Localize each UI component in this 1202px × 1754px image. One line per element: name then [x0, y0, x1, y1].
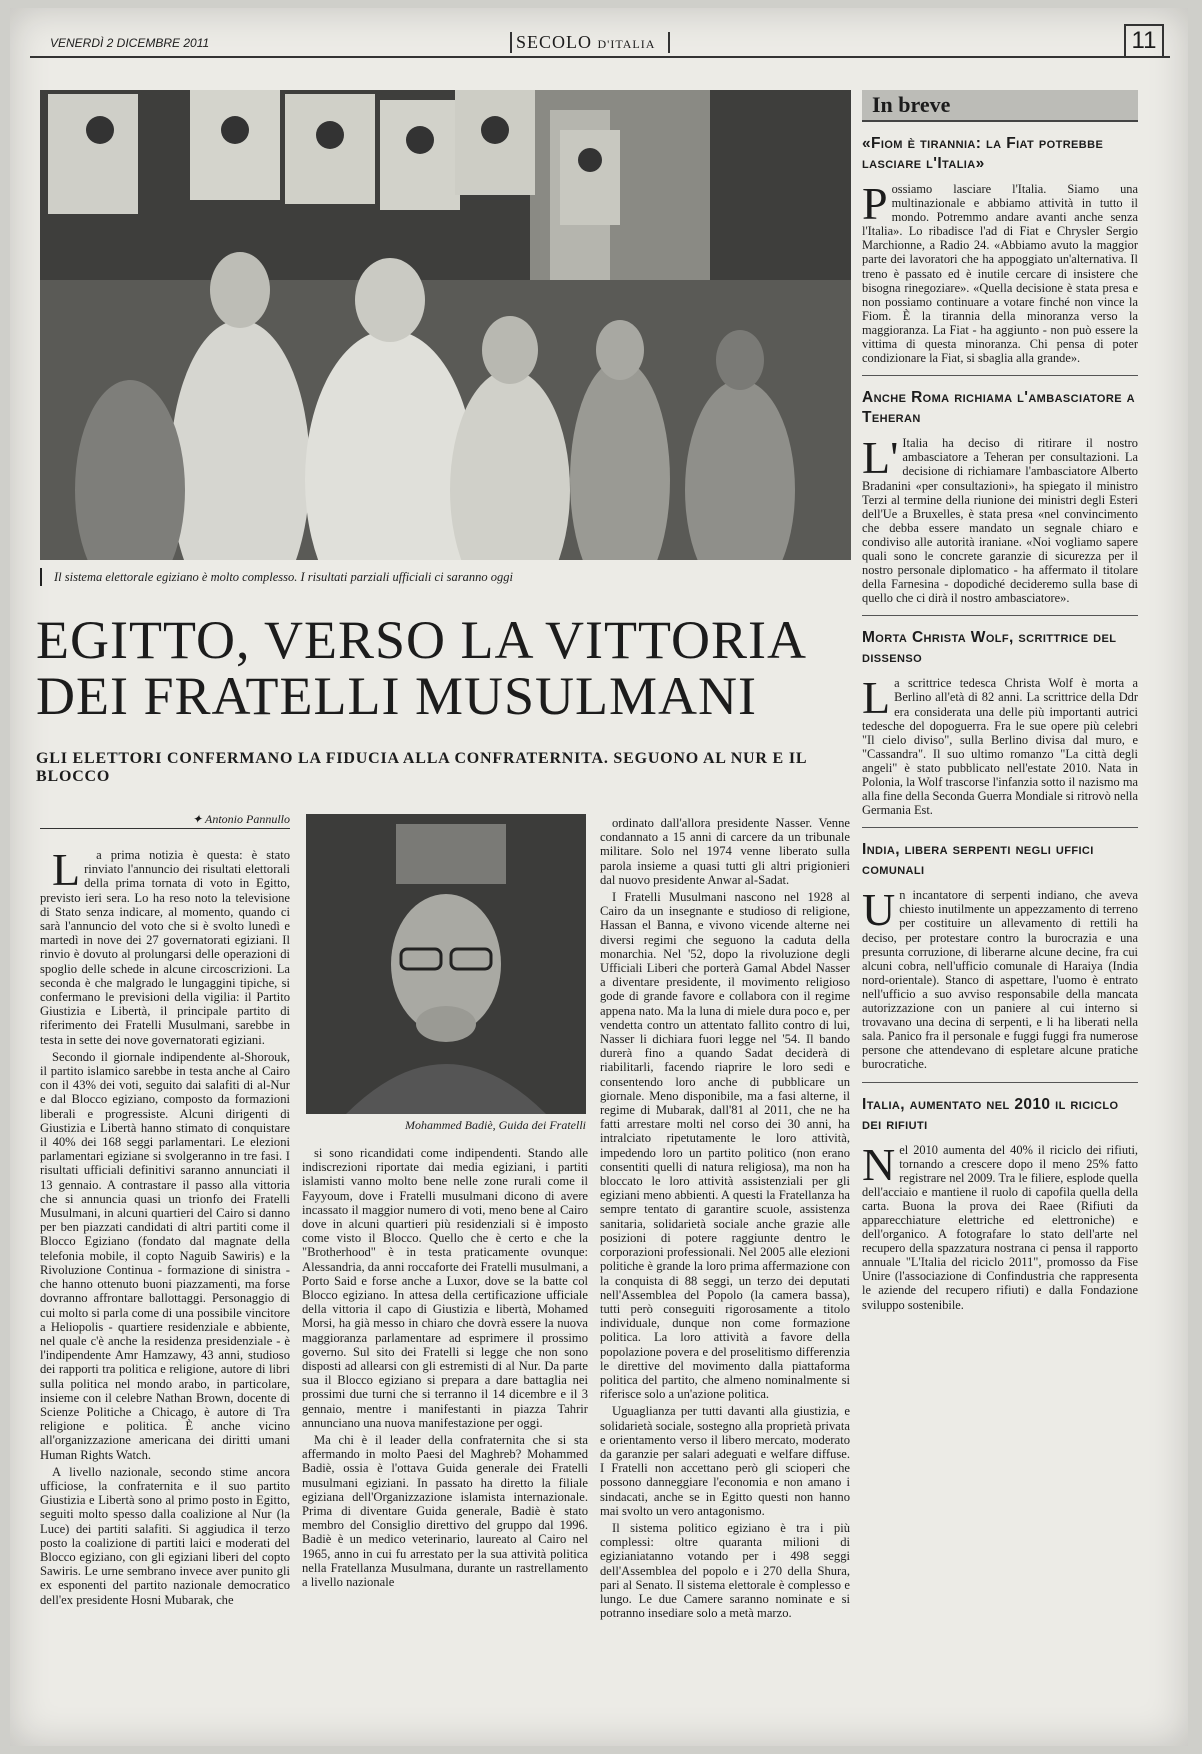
- headline-line-2: DEI FRATELLI MUSULMANI: [36, 666, 757, 726]
- section-title: In breve: [862, 90, 1138, 122]
- brief-body: L'Italia ha deciso di ritirare il nostro ambasciatore a Teheran per consultazioni. La decisione di richiamare l'ambasciatore Alberto Bradanini «per consultazioni», ha spiegato il ministro Terzi al termine della riunione dei ministri degli Esteri dell'Ue a Bruxelles, è stata presa «nel convincimento che debba essere mandato un segnale chiaro e condiviso alle autorità iraniane. «Noi vogliamo sapere quali sono le concrete garanzie di sicurezza per il nostro personale diplomatico - ha affermato il titolare della Farnesina - dopodiché decideremo sulla base di quello che ci dirà il nostro ambasciatore».: [862, 432, 1138, 606]
- article-paragraph: Secondo il giornale indipendente al-Shorouk, il partito islamico sarebbe in testa anche al Cairo con il 43% dei voti, seguito dai salafiti di al-Nur e dal Blocco egiziano, composto da formazioni liberali e progressiste. Alcuni dirigenti di Giustizia e Libertà hanno stimato di conquistare il 40% dei 168 seggi parlamentari. Le elezioni parlamentari egiziane si svolgeranno in tre fasi. I risultati ufficiali definitivi saranno annunciati il 13 gennaio. A contrastare il passo alla vittoria che si annuncia quasi un trionfo dei Fratelli Musulmani, in alcuni quartieri del Cairo si danno per ben piazzati candidati di altri partiti come il Blocco Egiziano (fondato dal magnate della telefonia mobile, il copto Naguib Sawiris) e la Rivoluzione Continua - formazione di sinistra - che hanno ottenuto buoni piazzamenti, ma forse dovranno affrontare ballottaggi. Personaggio di cui molto si parla come di una possibile vincitore a Heliopolis - quartiere residenziale e abbiente, nel quale c'è anche la residenza presidenziale - è l'indipendente Amr Hamzawy, 43 anni, studioso dei rapporti tra politica e religione, autore di libri sulla politica nel mondo arabo, in particolare, insieme con il celebre Nathan Brown, docente di Scienze Politiche a Chicago, è autore di Tra religione e politica. È anche vicino all'organizzazione americana dei diritti umani Human Rights Watch.: [40, 1049, 290, 1462]
- masthead: [30, 22, 1170, 58]
- photo-caption: Il sistema elettorale egiziano è molto complesso. I risultati parziali ufficiali ci saranno oggi: [40, 568, 865, 586]
- brief-title: Anche Roma richiama l'ambasciatore a Teheran: [862, 389, 1136, 427]
- brief-title: Morta Christa Wolf, scrittrice del dissenso: [862, 629, 1117, 667]
- brief-body: La scrittrice tedesca Christa Wolf è morta a Berlino all'età di 82 anni. La scrittrice della Ddr era considerata una delle più importanti autrici tedesche del dopoguerra. Fra le sue opere più celebri "Il cielo diviso", sulla Berlino divisa dal muro, e "Cassandra". Il suo ultimo romanzo "La città degli angeli" è stato pubblicato nell'estate 2010. Nata in Polonia, la Wolf trascorse l'infanzia sotto il nazismo ma alla fine della Seconda Guerra Mondiale si ritrovò nella Germania Est.: [862, 672, 1138, 818]
- portrait-caption: Mohammed Badiè, Guida dei Fratelli: [405, 1118, 586, 1132]
- byline-author: Antonio Pannullo: [205, 812, 290, 826]
- article-column-3: [600, 816, 850, 1738]
- brief-item: [862, 840, 1138, 1071]
- paper-name: [510, 32, 670, 53]
- article-paragraph: La prima notizia è questa: è stato rinviato l'annuncio dei risultati elettorali della prima tornata di voto in Egitto, previsto ieri sera. Lo ha reso noto la televisione di Stato senza indicare, al momento, quando ci sarà l'annuncio del voto che si è svolto lunedì e martedì in nove dei 27 governatorati egiziani. Il rinvio è dovuto al prolungarsi delle operazioni di spoglio delle schede in alcune circoscrizioni. La seconda è che malgrado le lungaggini tipiche, si confermano le previsioni della vigilia: il Partito Giustizia e Libertà, il principale partito di riferimento dei Fratelli Musulmani, sarebbe in testa in sette dei nove governatorati egiziani.: [40, 848, 290, 1047]
- news-in-brief-sidebar: [862, 90, 1138, 1740]
- election-photo: [40, 90, 851, 560]
- badie-portrait: [306, 814, 586, 1114]
- divider: [862, 375, 1138, 376]
- paper-name-main: SECOLO: [516, 32, 593, 52]
- article-paragraph: ordinato dall'allora presidente Nasser. Venne condannato a 15 anni di carcere da un tribunale militare. Solo nel 1974 venne liberato sulla parola insieme a quasi tutti gli altri prigionieri dal nuovo presidente Anwar al-Sadat.: [600, 816, 850, 887]
- headline-line-1: EGITTO, VERSO LA VITTORIA: [36, 610, 808, 670]
- article-column-2: [302, 1146, 588, 1736]
- subheadline: GLI ELETTORI CONFERMANO LA FIDUCIA ALLA CONFRATERNITA. SEGUONO AL NUR E IL BLOCCO: [36, 750, 807, 785]
- brief-body: Possiamo lasciare l'Italia. Siamo una multinazionale e abbiamo attività in tutto il mondo. Potremmo andare avanti anche senza l'Italia». Lo ribadisce l'ad di Fiat e Chrysler Sergio Marchionne, a Radio 24. «Abbiamo avuto la maggior parte dei lavoratori che ha appoggiato un'alternativa. Il treno è passato ed è inutile cercare di insistere che bisogna rinegoziare». «Quella decisione è stata presa e non possiamo continuare a votare finché non vince la Fiom. È la tirannia della minoranza verso la maggioranza. La Fiat - ha aggiunto - non può essere la vittima di questa minoranza. Chi pensa di poter condizionare la Fiat, si sbaglia alla grande».: [862, 178, 1138, 366]
- newspaper-page: [10, 8, 1188, 1746]
- brief-title: Italia, aumentato nel 2010 il riciclo dei rifiuti: [862, 1095, 1119, 1133]
- article-column-1: [40, 848, 290, 1738]
- brief-item: [862, 388, 1138, 605]
- election-photo-illustration: [40, 90, 851, 560]
- badie-portrait-illustration: [306, 814, 586, 1114]
- article-paragraph: Uguaglianza per tutti davanti alla giustizia, e solidarietà sociale, sostegno alla proprietà privata e orientamento verso il libero mercato, moderato da garanzie per salari adeguati e welfare diffuse. I Fratelli non accettano però gli scioperi che possono danneggiare l'economia e non amano i sindacati, anche se in Egitto questi non hanno mai svolto un vero antagonismo.: [600, 1404, 850, 1518]
- article-paragraph: I Fratelli Musulmani nascono nel 1928 al Cairo da un insegnante e studioso di religione, Hassan el Banna, e vivono vicende alterne nei diversi regimi che seguono la caduta della monarchia. Nel '52, dopo la rivoluzione degli Ufficiali Liberi che porterà Gamal Abdel Nasser a diventare presidente, il movimento religioso gode di grande favore e collabora con il regime appena nato. Ma la luna di miele dura poco e, per vendetta contro un attentato fallito contro di lui, Nasser li dichiara fuori legge nel '54. Il bando durerà fino a quando Sadat deciderà di riabilitarli, facendo riaprire le loro sedi e consentendo loro anche di pubblicare un giornale. Meno disponibile, ma a fasi alterne, il regime di Mubarak, dall'81 al 2011, che ne ha fatti arrestare molti nel corso dei 30 anni, ha intralciato ripetutamente le loro attività, impedendo loro un partito politico (non erano consentiti quelli di natura religiosa), ma non ha bloccato le loro attività assistenziali per gli egiziani meno abbienti. A questi la Fratellanza ha sempre tentato di garantire scuole, assistenza sanitaria, solidarietà sociale anche grazie alle posizioni di potere raggiunte dentro le corporazioni professionali. Nel 2005 alle elezioni politiche è grande la loro prima affermazione con la conquista di 88 seggi, un terzo dei deputati nell'Assemblea del Popolo (la camera bassa), tutti però conseguiti rigorosamente a titolo individuale, dunque non come formazione politica. La loro attività a favore della popolazione povera e del proselitismo differenzia le direttive del movimento dalla piattaforma politica del partito, che almeno nominalmente si riferisce solo a un'azione politica.: [600, 890, 850, 1402]
- article-paragraph: Il sistema politico egiziano è tra i più complessi: oltre quaranta milioni di egizianiatanno votando per i 498 seggi dell'Assemblea del popolo e i 270 della Shura, pari al Senato. Il sistema elettorale è complesso e lungo. Le due Camere saranno nominate e si potranno insediare solo a metà marzo.: [600, 1520, 850, 1621]
- byline: ✦ Antonio Pannullo: [40, 812, 290, 829]
- page-number: 11: [1124, 24, 1164, 58]
- brief-title: India, libera serpenti negli uffici comunali: [862, 841, 1094, 879]
- issue-date: VENERDÌ 2 DICEMBRE 2011: [50, 36, 210, 50]
- brief-body: Nel 2010 aumenta del 40% il riciclo dei rifiuti, tornando a crescere dopo il meno 25% fatto registrare nel 2009. Tra le filiere, esplode quella dell'acciaio e mantiene il ruolo di capofila quella della carta. Buona la prova dei Raee (Rifiuti da apparecchiature elettriche ed elettroniche) e dell'organico. A fotografare lo stato dell'arte nel recupero della spazzatura nostrana ci pensa il rapporto annuale "L'Italia del riciclo 2011", promosso da Fise Unire (l'associazione di Confindustria che rappresenta le aziende del recupero rifiuti) e dalla Fondazione sviluppo sostenibile.: [862, 1138, 1138, 1312]
- divider: [862, 615, 1138, 616]
- brief-item: [862, 628, 1138, 817]
- paper-name-suffix: D'ITALIA: [597, 37, 656, 51]
- divider: [862, 827, 1138, 828]
- brief-body: Un incantatore di serpenti indiano, che aveva chiesto inutilmente un appezzamento di terreno per costituire un allevamento di rettili ha deciso, per protestare contro la burocrazia e una presunta corruzione, di liberarne alcune decine, fra cui alcuni cobra, nell'ufficio comunale di Haraiya (India nord-orientale). Stanco di aspettare, l'uomo è entrato nell'ufficio a suo avviso responsabile della mancata autorizzazione con un paniere al cui interno si trovavano una decina di serpenti, e li ha liberati nella sala. Panico fra il personale e fuggi fuggi fra numerose persone che attendevano di espletare alcune pratiche burocratiche.: [862, 884, 1138, 1072]
- article-paragraph: A livello nazionale, secondo stime ancora ufficiose, la confraternita e il suo partito Giustizia e Libertà sono al primo posto in Egitto, seguiti molto spesso dalla coalizione al Nur (la Luce) dei partiti salafiti. Si aggiudica il terzo posto la coalizione di partiti laici e moderati del Blocco egiziano, con gli egiziani liberi del copto Sawiris. Le urne sembrano invece aver punito gli ex esponenti del partito nazionale democratico dell'ex presidente Hosni Mubarak, che: [40, 1464, 290, 1607]
- brief-item: [862, 1095, 1138, 1312]
- brief-item: [862, 134, 1138, 365]
- article-paragraph: si sono ricandidati come indipendenti. Stando alle indiscrezioni riportate dai media egiziani, i partiti islamisti vanno molto bene nelle zone rurali come il Fayyoum, dove i Fratelli musulmani dicono di avere incassato il maggior numero di voti, meno bene al Cairo dove in alcuni quartieri più residenziali si è imposto come visto il Blocco. Quello che è certo e che la "Brotherhood" è in testa praticamente ovunque: Alessandria, da anni roccaforte dei Fratelli musulmani, a Porto Said e forse anche a Luxor, dove se la batte col Blocco egiziano. In attesa della certificazione ufficiale della vittoria il capo di Giustizia e libertà, Mohamed Morsi, ha già messo in chiaro che dovrà essere la nuova maggioranza parlamentare ad esprimere il prossimo governo. Sul sito dei Fratelli si legge che non sono disposti ad allearsi con gli estremisti di al Nur. Da parte sua il Blocco egiziano si prepara a dare battaglia nei prossimi due turni che si terranno il 14 dicembre e il 3 gennaio, mentre i manifestanti in piazza Tahrir annunciano una nuova manifestazione per oggi.: [302, 1146, 588, 1430]
- article-paragraph: Ma chi è il leader della confraternita che si sta affermando in molto Paesi del Maghreb? Mohammed Badiè, ossia è l'ottava Guida generale dei Fratelli musulmani egiziani. In passato ha diretto la filiale egiziana dell'Organizzazione islamista internazionale. Prima di diventare Guida generale, Badiè è stato membro del Consiglio direttivo del gruppo dal 1996. Badiè è un medico veterinario, laureato al Cairo nel 1965, anno in cui fu arrestato per la sua attività politica nella Fratellanza Musulmana, durante un rastrellamento a livello nazionale: [302, 1433, 588, 1590]
- brief-title: «Fiom è tirannia: la Fiat potrebbe lasciare l'Italia»: [862, 135, 1104, 172]
- divider: [862, 1082, 1138, 1083]
- headline: [36, 612, 856, 724]
